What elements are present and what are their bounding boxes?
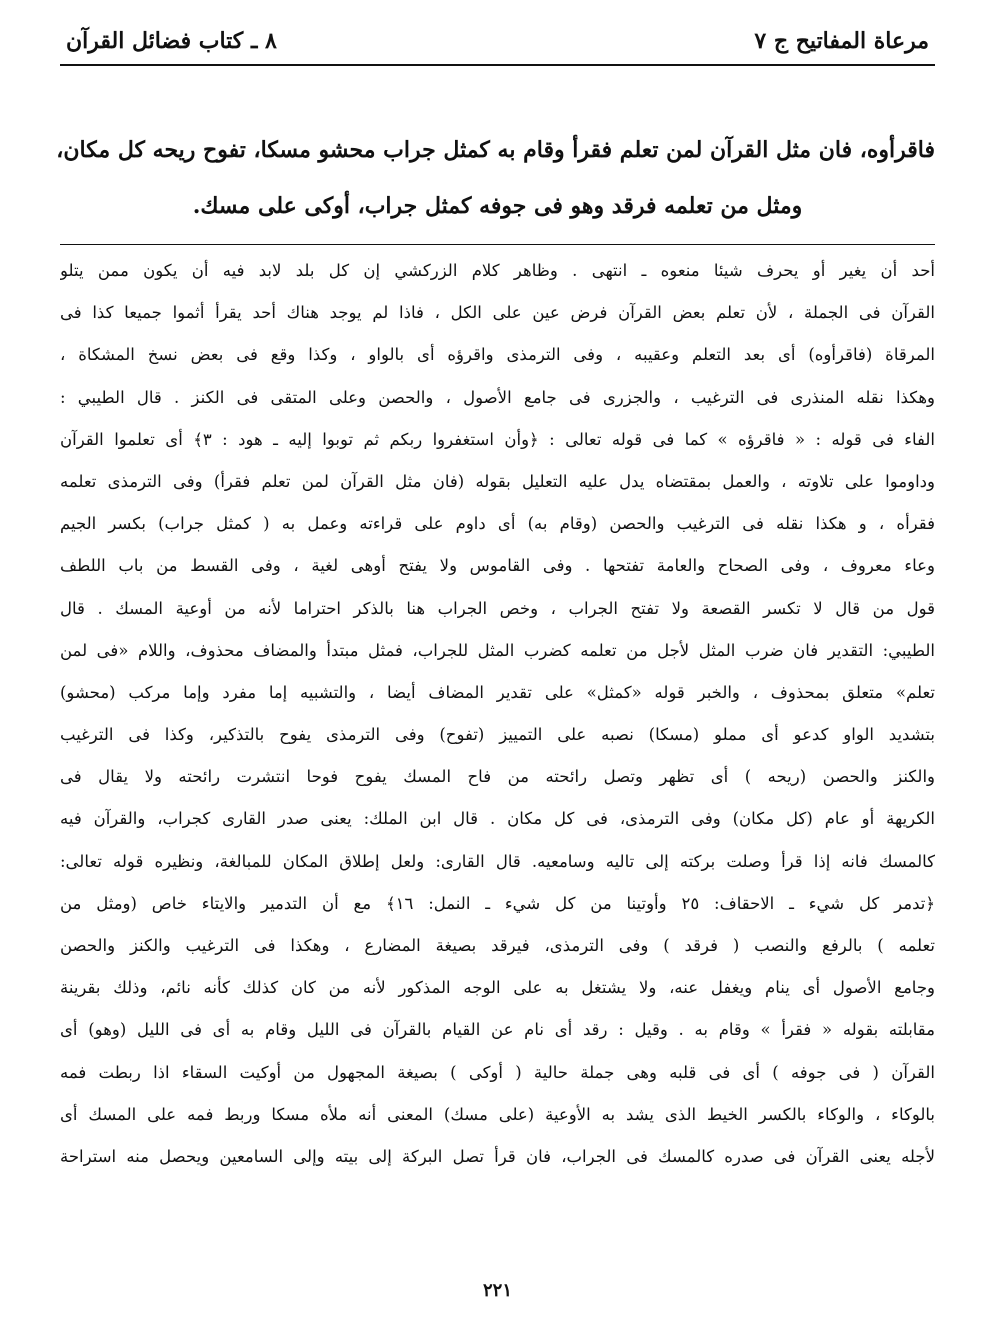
commentary-line: الكريهة أو عام (كل مكان) وفى الترمذى، فى كل مكان . قال ابن الملك: يعنى صدر القارى كجراب، والقرآن فيه <box>60 809 935 829</box>
chapter-title: ٨ ـ كتاب فضائل القرآن <box>66 28 277 54</box>
commentary-line: أحد أن يغير أو يحرف شيئا منعوه ـ انتهى . وظاهر كلام الزركشي إن كل بلد لابد فيه أن يكون ممن يتلو <box>60 261 935 280</box>
commentary-line: كالمسك فانه إذا قرأ وصلت بركته إلى تاليه وسامعيه. قال القارى: ولعل إطلاق المكان للمبالغة، ونظيره قوله تعالى: <box>60 851 935 871</box>
book-page <box>56 18 935 1323</box>
commentary-line: تعلم» متعلق بمحذوف ، والخبر قوله «كمثل» على تقدير المضاف أيضا ، والتشبيه إما مفرد وإما مركب (محشو) <box>60 682 935 702</box>
header-rule <box>60 64 935 66</box>
commentary-line: الطيبي: التقدير فان ضرب المثل لأجل من تعلمه كضرب المثل للجراب، فمثل مبتدأ والمضاف محذوف، واللام «فى لمن <box>60 640 935 660</box>
commentary-line: قول من قال لا تكسر القصعة ولا تفتح الجراب ، وخص الجراب هنا بالذكر احتراما لأنه من أوعية المسك . قال <box>60 598 935 618</box>
book-title: مرعاة المفاتيح ج ٧ <box>754 28 929 54</box>
commentary-line: وهكذا نقله المنذرى فى الترغيب ، والجزرى فى جامع الأصول ، والحصن وعلى المتقى فى الكنز . قال الطيبي : <box>60 387 935 407</box>
commentary-line: ﴿تدمر كل شيء ـ الاحقاف: ٢٥ وأوتينا من كل شيء ـ النمل: ١٦﴾ مع أن التدمير والايتاء خاص (ومثل من <box>60 893 935 913</box>
commentary-line: فقرأه ، و هكذا نقله فى الترغيب والحصن (وقام به) أى داوم على قراءته وعمل به ( كمثل جراب) بكسر الجيم <box>60 514 935 534</box>
commentary-line: وداوموا على تلاوته ، والعمل بمقتضاه يدل عليه التعليل بقوله (فان مثل القرآن لمن تعلم فقرأ) وفى الترمذى تعلمه <box>60 471 935 491</box>
hadith-line: فاقرأوه، فان مثل القرآن لمن تعلم فقرأ وقام به كمثل جراب محشو مسكا، تفوح ريحه كل مكان، <box>56 137 935 163</box>
commentary-line: لأجله يعنى القرآن فى صدره كالمسك فى الجراب، فان قرأ تصل البركة إلى بيته وإلى السامعين ويحصل منه استراحة <box>60 1146 935 1166</box>
commentary-line: بالوكاء ، والوكاء بالكسر الخيط الذى يشد به الأوعية (على مسك) المعنى أنه ملأه مسكا وربط فمه على المسك أى <box>60 1104 935 1124</box>
commentary-line: الفاء فى قوله : « فاقرؤه » كما فى قوله تعالى : ﴿وأن استغفروا ربكم ثم توبوا إليه ـ هود : ٣﴾ أى تعلموا القرآن <box>60 429 935 449</box>
commentary-line: تعلمه ) بالرفع والنصب ( فرقد ) وفى الترمذى، فيرقد بصيغة المضارع ، وهكذا فى الترغيب والكنز والحصن <box>60 936 935 955</box>
commentary-line: المرقاة (فاقرأوه) أى بعد التعلم وعقيبه ، وفى الترمذى واقرؤه أى بالواو ، وكذا وقع فى بعض نسخ المشكاة ، <box>60 345 935 365</box>
hadith-text <box>56 122 935 234</box>
page-number: ٢٢١ <box>482 1280 512 1301</box>
commentary-line: بتشديد الواو كدعو أى مملو (مسكا) نصبه على التمييز (تفوح) وفى الترمذى يفوح بالتذكير، وكذا فى الترغيب <box>60 725 935 745</box>
commentary-line: مقابلته بقوله « فقرأ » وقام به . وقيل : رقد أى نام عن القيام بالقرآن فى الليل وقام به أى فى الليل (وهو) أى <box>60 1020 935 1040</box>
text-divider <box>60 244 935 245</box>
commentary-line: القرآن فى الجملة ، لأن تعلم بعض القرآن فرض عين على الكل ، فاذا لم يوجد هناك أحد يقرأ أثموا جميعا كذا فى <box>60 303 935 323</box>
running-header <box>60 18 935 64</box>
commentary-line: وجامع الأصول أى ينام ويغفل عنه، ولا يشتغل به على الوجه المذكور لأنه من كان كذلك كأنه نائم، وذلك بقرينة <box>60 978 935 998</box>
commentary-line: القرآن ( فى جوفه ) أى فى قلبه وهى جملة حالية ( أوكى ) بصيغة المجهول من أوكيت السقاء اذا ربطت فمه <box>60 1062 935 1082</box>
commentary-line: وعاء معروف ، وفى الصحاح والعامة تفتحها . وفى القاموس ولا يفتح أوهى لغية ، وفى القسط من باب اللطف <box>60 556 935 576</box>
hadith-line: ومثل من تعلمه فرقد وهو فى جوفه كمثل جراب، أوكى على مسك. <box>192 193 803 219</box>
commentary-line: والكنز والحصن (ريحه ) أى تظهر وتصل رائحته من فاح المسك يفوح فوحا انتشرت رائحته ولا يقال فى <box>60 767 935 787</box>
commentary-body <box>60 250 935 1270</box>
